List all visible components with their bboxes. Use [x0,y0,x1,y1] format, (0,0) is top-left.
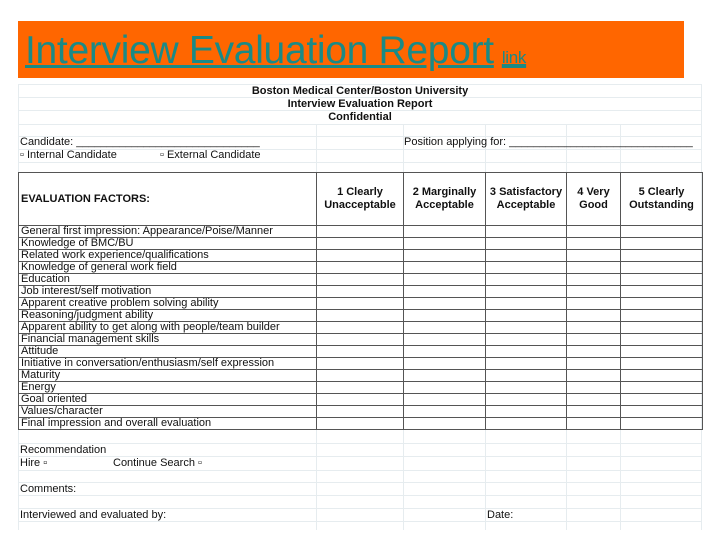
rating-header: 4 Very Good [567,173,621,226]
rating-cell[interactable] [621,382,703,394]
title-text[interactable]: Interview Evaluation Report [25,29,494,72]
rating-cell[interactable] [317,406,404,418]
rating-cell[interactable] [404,286,486,298]
rating-cell[interactable] [567,418,621,430]
factor-label: Knowledge of general work field [19,262,317,274]
rating-cell[interactable] [404,322,486,334]
rating-cell[interactable] [317,274,404,286]
rating-cell[interactable] [621,226,703,238]
rating-cell[interactable] [486,226,567,238]
factor-label: Initiative in conversation/enthusiasm/self expression [19,358,317,370]
factor-label: Apparent ability to get along with people/team builder [19,322,317,334]
rating-cell[interactable] [567,346,621,358]
rating-cell[interactable] [567,310,621,322]
factor-label: Job interest/self motivation [19,286,317,298]
rating-cell[interactable] [567,370,621,382]
rating-cell[interactable] [317,334,404,346]
rating-cell[interactable] [621,322,703,334]
factor-row [19,262,703,274]
factor-label: Education [19,274,317,286]
rating-cell[interactable] [567,238,621,250]
rating-cell[interactable] [486,406,567,418]
rating-cell[interactable] [567,358,621,370]
rating-cell[interactable] [621,298,703,310]
rating-cell[interactable] [404,310,486,322]
rating-cell[interactable] [486,346,567,358]
date-field[interactable]: Date: [487,509,514,521]
factor-row [19,310,703,322]
rating-cell[interactable] [567,334,621,346]
factor-row [19,298,703,310]
factor-label: Energy [19,382,317,394]
rating-cell[interactable] [404,418,486,430]
rating-cell[interactable] [317,286,404,298]
continue-search-checkbox[interactable]: Continue Search ▫ [113,457,202,469]
rating-cell[interactable] [404,250,486,262]
factor-label: Final impression and overall evaluation [19,418,317,430]
rating-cell[interactable] [486,358,567,370]
factor-label: Knowledge of BMC/BU [19,238,317,250]
rating-cell[interactable] [404,358,486,370]
rating-cell[interactable] [567,322,621,334]
rating-cell[interactable] [621,418,703,430]
rating-cell[interactable] [404,334,486,346]
external-candidate-checkbox[interactable]: ▫ External Candidate [160,149,261,161]
rating-cell[interactable] [621,238,703,250]
rating-cell[interactable] [621,250,703,262]
rating-cell[interactable] [317,262,404,274]
rating-cell[interactable] [621,358,703,370]
rating-cell[interactable] [621,370,703,382]
rating-cell[interactable] [486,322,567,334]
rating-cell[interactable] [404,226,486,238]
factor-row [19,238,703,250]
rating-cell[interactable] [621,394,703,406]
rating-cell[interactable] [404,394,486,406]
rating-header: 3 Satisfactory Acceptable [486,173,567,226]
rating-cell[interactable] [567,286,621,298]
rating-cell[interactable] [317,238,404,250]
factor-row [19,418,703,430]
rating-cell[interactable] [486,370,567,382]
factor-row [19,394,703,406]
hire-checkbox[interactable]: Hire ▫ [20,457,48,469]
factor-row [19,286,703,298]
factor-label: Values/character [19,406,317,418]
rating-cell[interactable] [317,418,404,430]
rating-cell[interactable] [486,394,567,406]
title-banner [18,21,684,78]
rating-cell[interactable] [567,394,621,406]
factor-row [19,322,703,334]
factor-label: Attitude [19,346,317,358]
internal-candidate-checkbox[interactable]: ▫ Internal Candidate [20,149,117,161]
factor-row [19,226,703,238]
rating-cell[interactable] [317,358,404,370]
evaluation-table [18,172,703,430]
comments-field[interactable]: Comments: [20,483,77,495]
rating-cell[interactable] [486,418,567,430]
position-field[interactable]: Position applying for: ______________________________ [404,136,693,148]
rating-cell[interactable] [404,274,486,286]
rating-cell[interactable] [317,370,404,382]
rating-cell[interactable] [404,298,486,310]
factor-row [19,250,703,262]
rating-cell[interactable] [404,262,486,274]
confidential-label: Confidential [328,111,392,123]
rating-cell[interactable] [486,250,567,262]
rating-cell[interactable] [486,262,567,274]
rating-cell[interactable] [317,226,404,238]
rating-cell[interactable] [317,394,404,406]
rating-cell[interactable] [567,274,621,286]
candidate-field[interactable]: Candidate: ______________________________ [20,136,260,148]
rating-cell[interactable] [486,238,567,250]
factor-label: Maturity [19,370,317,382]
factor-row [19,382,703,394]
rating-cell[interactable] [486,310,567,322]
factor-label: Goal oriented [19,394,317,406]
rating-cell[interactable] [317,310,404,322]
factor-row [19,346,703,358]
recommendation-label: Recommendation [20,444,107,456]
rating-cell[interactable] [317,346,404,358]
rating-cell[interactable] [486,298,567,310]
rating-cell[interactable] [317,322,404,334]
rating-cell[interactable] [621,346,703,358]
rating-cell[interactable] [567,298,621,310]
report-title-link[interactable] [25,29,526,73]
rating-header: 5 Clearly Outstanding [621,173,703,226]
rating-cell[interactable] [317,382,404,394]
rating-cell[interactable] [404,238,486,250]
rating-cell[interactable] [567,226,621,238]
factor-row [19,358,703,370]
link[interactable]: link [501,48,527,67]
factors-header: EVALUATION FACTORS: [19,173,317,226]
factor-label: Financial management skills [19,334,317,346]
rating-cell[interactable] [404,406,486,418]
rating-cell[interactable] [404,370,486,382]
rating-cell[interactable] [317,250,404,262]
rating-cell[interactable] [621,334,703,346]
rating-cell[interactable] [621,286,703,298]
form-title: Interview Evaluation Report [287,98,433,110]
rating-cell[interactable] [567,250,621,262]
rating-header: 2 Marginally Acceptable [404,173,486,226]
rating-cell[interactable] [486,382,567,394]
rating-cell[interactable] [567,382,621,394]
factor-row [19,274,703,286]
rating-cell[interactable] [567,262,621,274]
factor-row [19,334,703,346]
rating-cell[interactable] [567,406,621,418]
factor-label: Apparent creative problem solving ability [19,298,317,310]
evaluation-form [18,84,702,530]
rating-cell[interactable] [621,406,703,418]
rating-cell[interactable] [486,274,567,286]
factor-label: Related work experience/qualifications [19,250,317,262]
rating-cell[interactable] [486,334,567,346]
org-name: Boston Medical Center/Boston University [251,85,469,97]
rating-cell[interactable] [404,382,486,394]
factor-row [19,370,703,382]
factor-row [19,406,703,418]
rating-cell[interactable] [621,310,703,322]
factor-label: Reasoning/judgment ability [19,310,317,322]
rating-cell[interactable] [621,274,703,286]
factor-label: General first impression: Appearance/Poise/Manner [19,226,317,238]
rating-cell[interactable] [486,286,567,298]
rating-cell[interactable] [404,346,486,358]
rating-cell[interactable] [317,298,404,310]
interviewer-field[interactable]: Interviewed and evaluated by: [20,509,167,521]
rating-cell[interactable] [621,262,703,274]
rating-header: 1 Clearly Unacceptable [317,173,404,226]
